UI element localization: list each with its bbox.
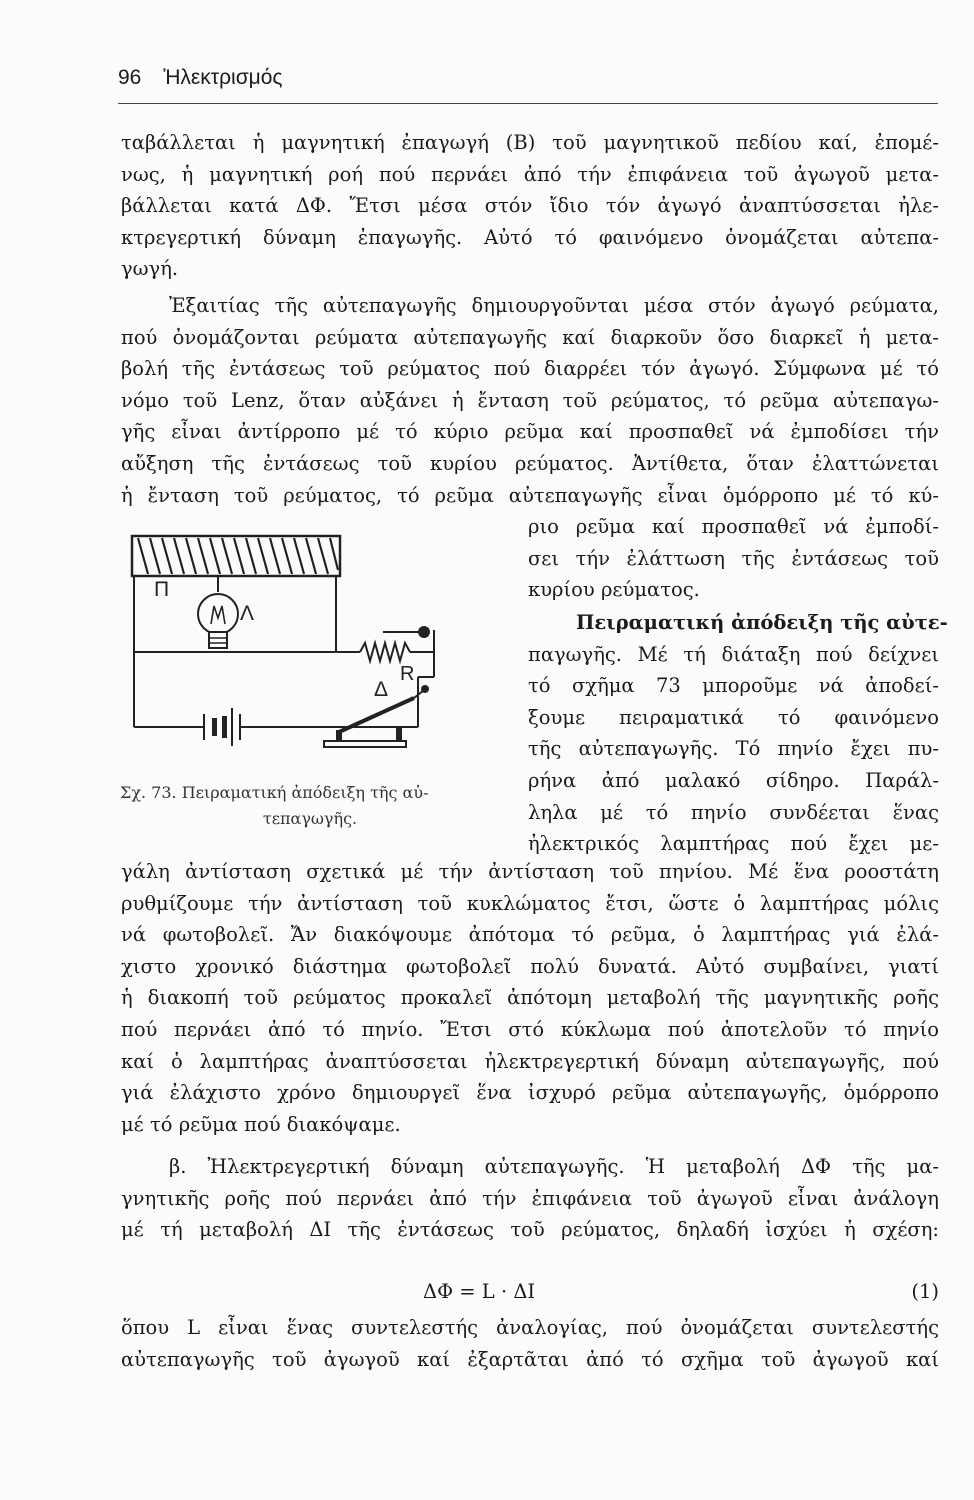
paragraph-4	[121, 1151, 939, 1246]
equation-number: (1)	[911, 1280, 939, 1303]
section-title: Ἠλεκτρισμός	[163, 66, 283, 89]
paragraph-3	[121, 856, 939, 1140]
text-line: ἠλεκτρικός λαμπτήρας πού ἔχει με-	[528, 832, 939, 856]
text-line: κυρίου ρεύματος.	[528, 578, 700, 602]
text-line: σει τήν ἐλάττωση τῆς ἐντάσεως τοῦ	[528, 546, 939, 570]
text-line: ριο ρεῦμα καί προσπαθεῖ νά ἐμποδί-	[528, 515, 939, 538]
text-line: γωγή.	[121, 257, 179, 281]
text-line: τῆς αὐτεπαγωγῆς. Τό πηνίο ἔχει πυ-	[528, 737, 939, 761]
text-line: νά φωτοβολεῖ. Ἄν διακόψουμε ἀπότομα τό ρεῦμα, ὁ λαμπτήρας γιά ἐλά-	[121, 923, 939, 947]
circuit-wires	[134, 576, 434, 727]
text-line: ὅπου L εἶναι ἕνας συντελεστής ἀναλογίας, πού ὀνομάζεται συντελεστής	[121, 1316, 939, 1339]
paragraph-2-continued	[528, 511, 939, 606]
text-line: βολή τῆς ἐντάσεως τοῦ ρεύματος πού διαρρέει τόν ἀγωγό. Σύμφωνα μέ τό	[121, 357, 939, 381]
text-line: γῆς εἶναι ἀντίρροπο μέ τό κύριο ρεῦμα καί προσπαθεῖ νά ἐμποδίσει τήν	[121, 420, 939, 444]
paragraph-5	[121, 1312, 939, 1375]
page-number: 96	[118, 66, 142, 89]
text-line: ληλα μέ τό πηνίο συνδέεται ἕνας	[528, 800, 939, 824]
caption-line: τεπαγωγῆς.	[262, 809, 358, 828]
header-rule	[118, 103, 938, 104]
circuit-figure	[118, 532, 502, 772]
text-line: νόμο τοῦ Lenz, ὅταν αὐξάνει ἡ ἔνταση τοῦ ρεύματος, τό ρεῦμα αὐτεπαγω-	[121, 388, 939, 412]
paragraph-1	[121, 127, 939, 285]
text-line: ξουμε πειραματικά τό φαινόμενο	[528, 705, 939, 729]
equation-formula: ΔΦ = L · ΔΙ	[423, 1280, 536, 1303]
text-line: παγωγῆς. Μέ τή διάταξη πού δείχνει	[528, 642, 939, 666]
battery-icon	[204, 708, 240, 746]
text-line: γιά ἐλάχιστο χρόνο δημιουργεῖ ἕνα ἰσχυρό ρεῦμα αὐτεπαγωγῆς, ὁμόρροπο	[121, 1081, 939, 1105]
coil-label: Π	[154, 578, 170, 601]
paragraph-2	[121, 290, 939, 511]
figure-caption	[120, 780, 500, 832]
text-line: γάλη ἀντίσταση σχετικά μέ τήν ἀντίσταση τοῦ πηνίου. Μέ ἕνα ροοστάτη	[121, 860, 939, 883]
rheostat-icon	[360, 626, 430, 661]
page-header	[118, 66, 283, 90]
text-line: κτρεγερτική δύναμη ἐπαγωγῆς. Αὐτό τό φαινόμενο ὀνομάζεται αὐτεπα-	[121, 225, 939, 249]
iron-core-coil	[132, 536, 340, 576]
text-line: ρήνα ἀπό μαλακό σίδηρο. Παράλ-	[528, 768, 939, 792]
lamp-label: Λ	[240, 602, 255, 625]
text-line: καί ὁ λαμπτήρας ἀναπτύσσεται ἠλεκτρεγερτική δύναμη αὐτεπαγωγῆς, πού	[121, 1049, 939, 1073]
text-line: ἡ ἔνταση τοῦ ρεύματος, τό ρεῦμα αὐτεπαγωγῆς εἶναι ὁμόρροπο μέ τό κύ-	[121, 483, 939, 507]
text-line: γνητικῆς ροῆς πού περνάει ἀπό τήν ἐπιφάνεια τοῦ ἀγωγοῦ εἶναι ἀνάλογη	[121, 1186, 939, 1210]
text-line: Ἐξαιτίας τῆς αὐτεπαγωγῆς δημιουργοῦνται μέσα στόν ἀγωγό ρεύματα,	[169, 294, 939, 317]
text-line: ταβάλλεται ἡ μαγνητική ἐπαγωγή (Β) τοῦ μαγνητικοῦ πεδίου καί, ἐπομέ-	[121, 131, 939, 154]
text-line: μέ τό ρεῦμα πού διακόψαμε.	[121, 1112, 401, 1136]
paragraph-3-start	[528, 607, 948, 860]
text-line: ρυθμίζουμε τήν ἀντίσταση τοῦ κυκλώματος ἔτσι, ὥστε ὁ λαμπτήρας μόλις	[121, 891, 939, 915]
text-line: αὐτεπαγωγῆς τοῦ ἀγωγοῦ καί ἐξαρτᾶται ἀπό τό σχῆμα τοῦ ἀγωγοῦ καί	[121, 1347, 939, 1371]
text-line: ἡ διακοπή τοῦ ρεύματος προκαλεῖ ἀπότομη μεταβολή τῆς μαγνητικῆς ροῆς	[121, 986, 939, 1010]
text-line: πού ὀνομάζονται ρεύματα αὐτεπαγωγῆς καί διαρκοῦν ὅσο διαρκεῖ ἡ μετα-	[121, 325, 939, 349]
text-line: πού περνάει ἀπό τό πηνίο. Ἔτσι στό κύκλωμα πού ἀποτελοῦν τό πηνίο	[121, 1017, 939, 1041]
text-line: τό σχῆμα 73 μποροῦμε νά ἀποδεί-	[528, 674, 939, 698]
text-line: μέ τή μεταβολή ΔΙ τῆς ἐντάσεως τοῦ ρεύματος, δηλαδή ἰσχύει ἡ σχέση:	[121, 1218, 939, 1242]
section-heading: Πειραματική ἀπόδειξη τῆς αὐτε-	[576, 611, 948, 634]
rheostat-label: R	[400, 663, 415, 685]
text-line: νως, ἡ μαγνητική ροή πού περνάει ἀπό τήν ἐπιφάνεια τοῦ ἀγωγοῦ μετα-	[121, 162, 939, 186]
text-line: β. Ἠλεκτρεγερτική δύναμη αὐτεπαγωγῆς. Ἡ μεταβολή ΔΦ τῆς μα-	[169, 1155, 939, 1178]
switch-label: Δ	[374, 678, 389, 701]
text-line: αὔξηση τῆς ἐντάσεως τοῦ κυρίου ρεύματος. Ἀντίθετα, ὅταν ἐλαττώνεται	[121, 451, 939, 475]
text-line: χιστο χρονικό διάστημα φωτοβολεῖ πολύ δυνατά. Αὐτό συμβαίνει, γιατί	[121, 954, 939, 978]
lamp-icon	[198, 576, 238, 648]
caption-line: Σχ. 73. Πειραματική ἀπόδειξη τῆς αὐ-	[120, 783, 429, 802]
text-line: βάλλεται κατά ΔΦ. Ἔτσι μέσα στόν ἴδιο τόν ἀγωγό ἀναπτύσσεται ἠλε-	[121, 194, 939, 218]
